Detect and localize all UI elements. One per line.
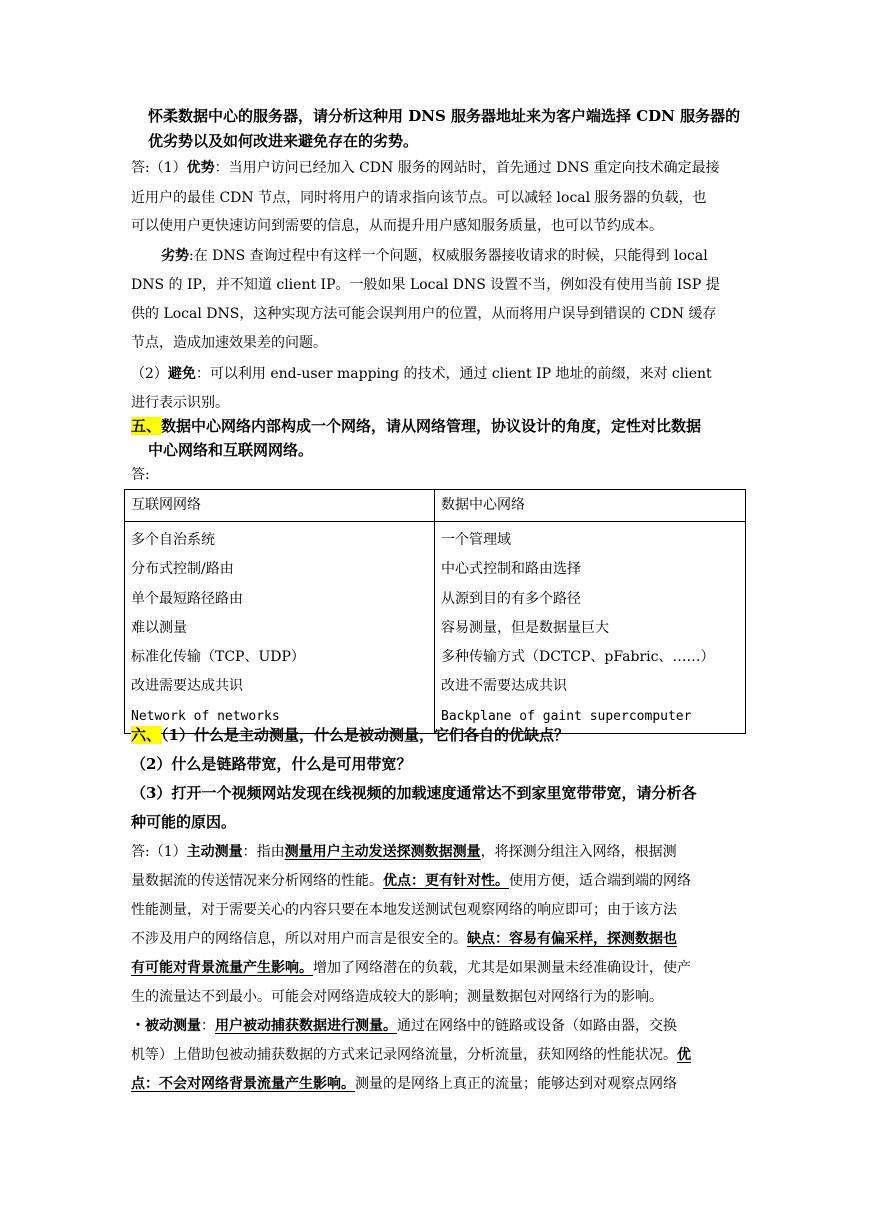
answer-text bbox=[131, 929, 677, 949]
answer-text bbox=[131, 1074, 677, 1094]
passive-definition: 用户被动捕获数据进行测量。 bbox=[215, 1018, 397, 1034]
question-text: 数据中心网络内部构成一个网络，请从网络管理，协议设计的角度，定性对比数据 bbox=[161, 417, 702, 435]
answer-text: 生的流量达不到最小。可能会对网络造成较大的影响；测量数据包对网络行为的影响。 bbox=[131, 989, 663, 1005]
bullet: ・ bbox=[131, 1018, 145, 1034]
table-cell: 改进不需要达成共识 bbox=[441, 678, 567, 695]
active-disadvantage: 有可能对背景流量产生影响。 bbox=[131, 960, 313, 976]
active-advantage: 优点：更有针对性。 bbox=[383, 873, 509, 889]
answer-text: 使用方便，适合端到端的网络 bbox=[509, 873, 691, 889]
answer-text: ，将探测分组注入网络，根据测 bbox=[480, 844, 677, 860]
answer-paragraph bbox=[131, 364, 712, 384]
table-cell: 多个自治系统 bbox=[131, 532, 215, 548]
passive-advantage: 优 bbox=[677, 1047, 691, 1063]
question-text: （1）什么是主动测量，什么是被动测量，它们各自的优缺点？ bbox=[161, 726, 569, 744]
table-header-cell: 互联网网络 bbox=[125, 490, 435, 522]
table-cell: 改进需要达成共识 bbox=[131, 678, 243, 695]
answer-text: DNS 的 IP，并不知道 client IP。一般如果 Local DNS 设置不当，例如没有使用当前 ISP 提 bbox=[131, 277, 720, 293]
table-cell: 中心式控制和路由选择 bbox=[441, 561, 581, 578]
avoid-label: 避免 bbox=[167, 366, 196, 382]
answer-paragraph bbox=[161, 246, 708, 266]
answer-text bbox=[131, 958, 691, 978]
answer-label: 答: bbox=[131, 467, 150, 483]
answer-paragraph bbox=[131, 842, 677, 862]
answer-text: 可以使用户更快速访问到需要的信息，从而提升用户感知服务质量，也可以节约成本。 bbox=[131, 218, 663, 234]
active-label: 主动测量 bbox=[186, 844, 243, 860]
answer-text: ：指由 bbox=[242, 844, 285, 860]
table-body bbox=[125, 522, 746, 734]
answer-text: 测量的是网络上真正的流量；能够达到对观察点网络 bbox=[355, 1076, 677, 1092]
question-heading bbox=[131, 725, 569, 745]
answer-text: 量数据流的传送情况来分析网络的性能。 bbox=[131, 873, 383, 889]
answer-text: ： bbox=[201, 1018, 215, 1034]
question-text: 优劣势以及如何改进来避免存在的劣势。 bbox=[148, 132, 419, 150]
answer-text: 机等）上借助包被动捕获数据的方式来记录网络流量，分析流量，获知网络的性能状况。 bbox=[131, 1047, 677, 1063]
active-definition: 测量用户主动发送探测数据测量 bbox=[284, 844, 481, 860]
active-disadvantage: 缺点：容易有偏采样，探测数据也 bbox=[467, 931, 677, 947]
passive-label: 被动测量 bbox=[145, 1018, 201, 1034]
internet-column bbox=[125, 522, 435, 734]
answer-text: 节点，造成加速效果差的问题。 bbox=[131, 335, 327, 351]
table-header-cell: 数据中心网络 bbox=[435, 490, 746, 522]
question-text: （2）什么是链路带宽，什么是可用带宽？ bbox=[131, 755, 412, 773]
answer-text: 进行表示识别。 bbox=[131, 395, 229, 411]
answer-prefix: 答:（1） bbox=[131, 160, 187, 176]
answer-text: ：可以利用 end-user mapping 的技术，通过 client IP 地址的前缀，来对 client bbox=[195, 366, 712, 382]
answer-text: 增加了网络潜在的负载，尤其是如果测量未经准确设计，使产 bbox=[313, 960, 691, 976]
table-header-row bbox=[125, 490, 746, 522]
datacenter-column bbox=[435, 522, 746, 734]
disadvantage-label: 劣势 bbox=[161, 248, 189, 264]
question-text: 中心网络和互联网网络。 bbox=[148, 441, 314, 459]
answer-text bbox=[131, 871, 691, 891]
answer-text bbox=[131, 1045, 691, 1065]
answer-prefix: （2） bbox=[131, 366, 168, 382]
answer-text: 不涉及用户的网络信息，所以对用户而言是很安全的。 bbox=[131, 931, 467, 947]
table-cell: 多种传输方式（DCTCP、pFabric、……） bbox=[441, 649, 715, 666]
question-text: 怀柔数据中心的服务器，请分析这种用 DNS 服务器地址来为客户端选择 CDN 服务器的 bbox=[148, 107, 741, 125]
table-cell: 从源到目的有多个路径 bbox=[441, 590, 581, 607]
section-number: 六、 bbox=[131, 726, 162, 744]
table-cell: 一个管理域 bbox=[441, 532, 511, 548]
table-cell: Backplane of gaint supercomputer bbox=[441, 708, 692, 724]
table-cell: 标准化传输（TCP、UDP） bbox=[131, 649, 305, 666]
answer-text: ：当用户访问已经加入 CDN 服务的网站时，首先通过 DNS 重定向技术确定最接 bbox=[214, 160, 720, 176]
answer-paragraph bbox=[131, 1016, 677, 1036]
table-cell: 分布式控制/路由 bbox=[131, 561, 234, 578]
question-heading bbox=[131, 416, 701, 436]
table-cell: 容易测量，但是数据量巨大 bbox=[441, 619, 609, 636]
answer-prefix: 答:（1） bbox=[131, 844, 187, 860]
section-number: 五、 bbox=[131, 417, 162, 435]
advantage-label: 优势 bbox=[186, 160, 215, 176]
passive-advantage: 点：不会对网络背景流量产生影响。 bbox=[131, 1076, 355, 1092]
table-cell: 难以测量 bbox=[131, 619, 187, 636]
comparison-table bbox=[124, 489, 746, 734]
answer-text: 通过在网络中的链路或设备（如路由器，交换 bbox=[397, 1018, 677, 1034]
answer-text: 性能测量，对于需要关心的内容只要在本地发送测试包观察网络的响应即可；由于该方法 bbox=[131, 902, 677, 918]
question-text: （3）打开一个视频网站发现在线视频的加载速度通常达不到家里宽带带宽，请分析各 bbox=[131, 784, 697, 802]
question-text: 种可能的原因。 bbox=[131, 813, 237, 831]
answer-text: :在 DNS 查询过程中有这样一个问题，权威服务器接收请求的时候，只能得到 local bbox=[189, 248, 708, 264]
table-cell: 单个最短路径路由 bbox=[131, 590, 243, 607]
answer-text: 近用户的最佳 CDN 节点，同时将用户的请求指向该节点。可以减轻 local 服务器的负载，也 bbox=[131, 190, 707, 206]
answer-paragraph bbox=[131, 158, 720, 178]
table-cell: Network of networks bbox=[131, 708, 280, 724]
answer-text: 供的 Local DNS，这种实现方法可能会误判用户的位置，从而将用户误导到错误的 CDN 缓存 bbox=[131, 306, 717, 322]
